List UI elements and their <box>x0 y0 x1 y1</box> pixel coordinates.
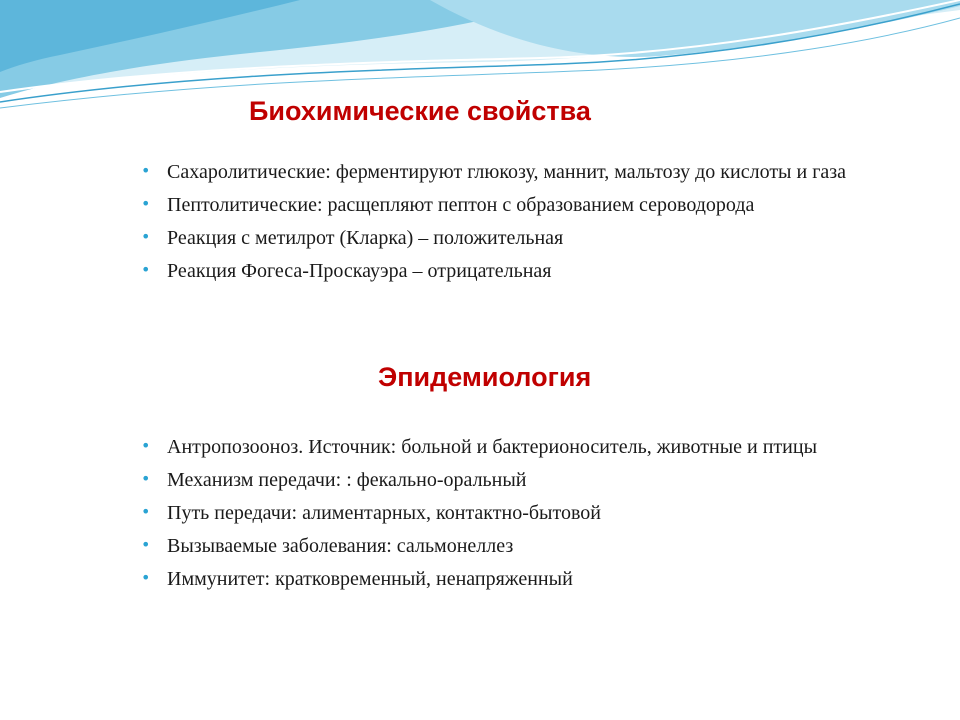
bullet-icon: • <box>141 436 151 455</box>
bullet-icon: • <box>141 568 151 587</box>
bullet-icon: • <box>141 161 151 180</box>
list-item-text: Путь передачи: алиментарных, контактно-бытовой <box>167 502 601 524</box>
list-item <box>140 224 875 253</box>
list-item <box>140 158 875 187</box>
bullet-icon: • <box>141 469 151 488</box>
list-item-text: Реакция с метилрот (Кларка) – положительная <box>167 227 564 249</box>
list-item <box>140 257 875 286</box>
epidemiology-list <box>140 433 875 598</box>
list-item-text: Пептолитические: расщепляют пептон с образованием сероводорода <box>167 194 755 216</box>
list-item-text: Сахаролитические: ферментируют глюкозу, маннит, мальтозу до кислоты и газа <box>167 161 847 183</box>
list-item-text: Иммунитет: кратковременный, ненапряженный <box>167 568 573 590</box>
section-title-biochemical: Биохимические свойства <box>249 96 591 126</box>
bullet-icon: • <box>141 260 151 279</box>
section-title-epidemiology: Эпидемиология <box>378 362 592 392</box>
list-item-text: Антропозооноз. Источник: больной и бактерионоситель, животные и птицы <box>167 436 817 458</box>
list-item-text: Вызываемые заболевания: сальмонеллез <box>167 535 514 557</box>
list-item-text: Механизм передачи: : фекально-оральный <box>167 469 527 491</box>
bullet-icon: • <box>141 194 151 213</box>
list-item <box>140 565 875 594</box>
bullet-icon: • <box>141 502 151 521</box>
list-item <box>140 433 875 462</box>
bullet-icon: • <box>141 227 151 246</box>
list-item <box>140 466 875 495</box>
list-item-text: Реакция Фогеса-Проскауэра – отрицательная <box>167 260 552 282</box>
biochemical-properties-list <box>140 158 875 290</box>
bullet-icon: • <box>141 535 151 554</box>
list-item <box>140 191 875 220</box>
list-item <box>140 499 875 528</box>
list-item <box>140 532 875 561</box>
